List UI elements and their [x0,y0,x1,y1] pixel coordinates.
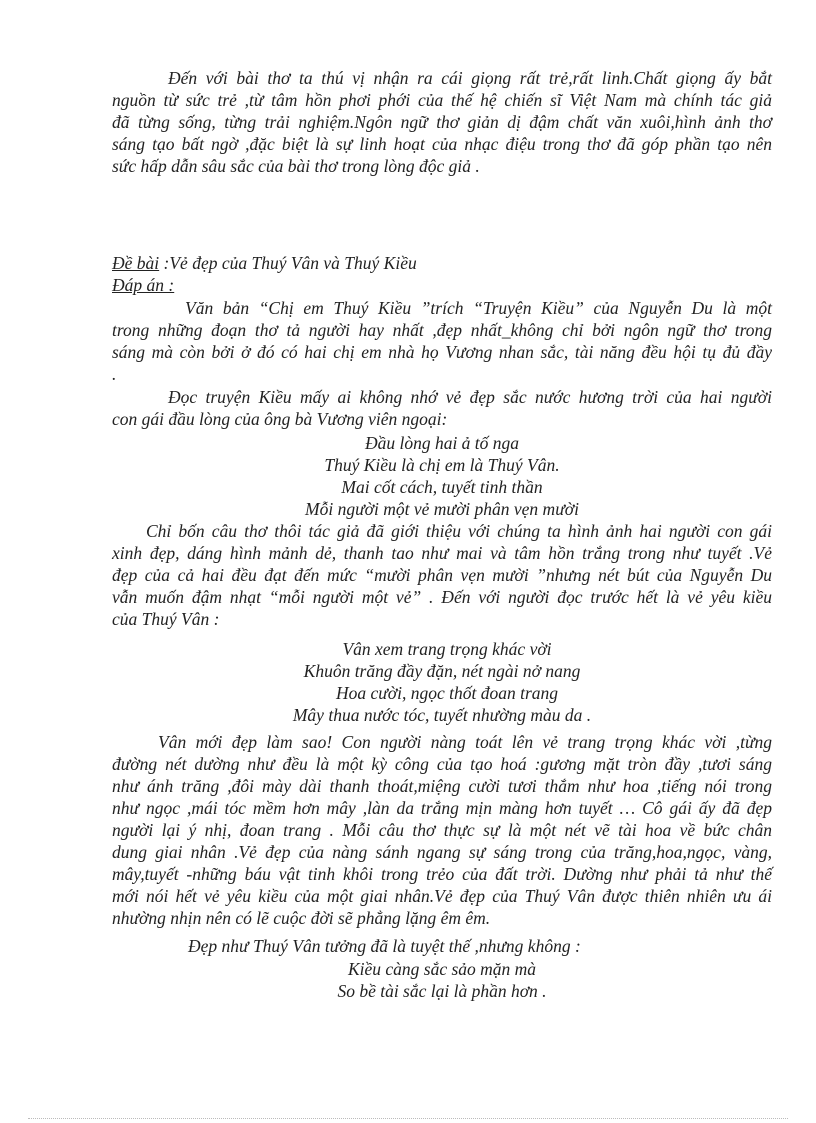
paragraph-2 [112,386,772,430]
poem-line: Vân xem trang trọng khác vời [342,639,552,659]
text-line: như ánh trăng ,đôi mày dài thanh thoát,miệng cười tươi thắm như hoa ,tiếng nói trong [112,776,772,796]
poem-line: Hoa cười, ngọc thốt đoan trang [335,683,559,703]
text-line: dung giai nhân .Vẻ đẹp của nàng sánh ngang sự sáng trong của trăng,hoa,ngọc, vàng, [112,842,772,862]
topic-heading [112,252,417,274]
text-line: con gái đầu lòng của ông bà Vương viên ngoại: [112,409,448,429]
text-line: nhường nhịn nên có lẽ cuộc đời sẽ phẳng lặng êm êm. [112,908,491,928]
poem-3 [112,958,772,1002]
poem-line: Mây thua nước tóc, tuyết nhường màu da . [292,705,592,725]
text-line: . [112,364,117,384]
text-line: mới nói hết vẻ yêu kiều của một giai nhân.Vẻ đẹp của Thuý Vân được thiên nhiên ưu ái [112,886,772,906]
text-line: nguồn từ sức trẻ ,từ tâm hồn phơi phới của thế hệ chiến sĩ Việt Nam mà chính tác giả [112,90,772,110]
poem-line: Đầu lòng hai ả tố nga [364,433,520,453]
text-line: đường nét dường như đều là một kỳ công của tạo hoá :gương mặt tròn đầy ,tươi sáng [112,754,772,774]
text-line: Đến với bài thơ ta thú vị nhận ra cái giọng rất trẻ,rất linh.Chất giọng ấy bắt [168,68,772,88]
text-line: trong những đoạn thơ tả người hay nhất ,đẹp nhất_không chỉ bởi ngôn ngữ thơ trong [112,320,772,340]
text-line: mây,tuyết -những báu vật tinh khôi trong trẻo của đất trời. Dường như phải tả như thế [112,864,772,884]
topic-text: :Vẻ đẹp của Thuý Vân và Thuý Kiều [159,253,417,273]
text-line: sáng tạo bất ngờ ,đặc biệt là sự linh hoạt của nhạc điệu trong thơ đã góp phần tạo nên [112,134,772,154]
text-line: đẹp của cả hai đều đạt đến mức “mười phân vẹn mười ”nhưng nét bút của Nguyễn Du [112,565,772,585]
text-line: của Thuý Vân : [112,609,220,629]
poem-line: So bề tài sắc lại là phần hơn . [337,981,547,1001]
answer-label: Đáp án : [112,275,175,295]
text-line: sức hấp dẫn sâu sắc của bài thơ trong lòng độc giả . [112,156,480,176]
poem-1 [112,432,772,520]
text-line: Vân mới đẹp làm sao! Con người nàng toát lên vẻ trang trọng khác vời ,từng [158,732,772,752]
poem-line: Thuý Kiều là chị em là Thuý Vân. [324,455,560,475]
topic-label: Đề bài [112,253,160,273]
intro-paragraph [112,67,772,177]
text-line: đã từng sống, từng trải nghiệm.Ngôn ngữ thơ giản dị đậm chất văn xuôi,hình ảnh thơ [112,112,772,132]
page-bottom-divider [28,1118,788,1119]
poem-2 [112,638,772,726]
poem-line: Kiều càng sắc sảo mặn mà [347,959,537,979]
poem-line: Khuôn trăng đầy đặn, nét ngài nở nang [303,661,581,681]
text-line: như ngọc ,mái tóc mềm hơn mây ,làn da trắng mịn màng hơn tuyết … Cô gái ấy đã đẹp [112,798,772,818]
poem-line: Mỗi người một vẻ mười phân vẹn mười [305,499,579,519]
text-line: vẫn muốn đậm nhạt “mỗi người một vẻ” . Đến với người đọc trước hết là vẻ yêu kiều [112,587,772,607]
paragraph-3 [112,520,772,630]
text-line: Văn bản “Chị em Thuý Kiều ”trích “Truyện Kiều” của Nguyễn Du là một [185,298,772,318]
text-line: sáng mà còn bởi ở đó có hai chị em nhà họ Vương nhan sắc, tài năng đều hội tụ đủ đầy [112,342,772,362]
paragraph-5: Đẹp như Thuý Vân tưởng đã là tuyệt thế ,nhưng không : [188,936,581,956]
text-line: xinh đẹp, dáng hình mảnh dẻ, thanh tao như mai và tâm hồn trắng trong như tuyết .Vẻ [112,543,772,563]
paragraph-1 [112,297,772,385]
text-line: người lại ý nhị, đoan trang . Mỗi câu thơ thực sự là một nét vẽ tài hoa về bức chân [112,820,772,840]
poem-line: Mai cốt cách, tuyết tinh thần [341,477,543,497]
paragraph-4 [112,731,772,929]
text-line: Chỉ bốn câu thơ thôi tác giả đã giới thiệu với chúng ta hình ảnh hai người con gái [146,521,772,541]
text-line: Đọc truyện Kiều mấy ai không nhớ vẻ đẹp sắc nước hương trời của hai người [168,387,772,407]
